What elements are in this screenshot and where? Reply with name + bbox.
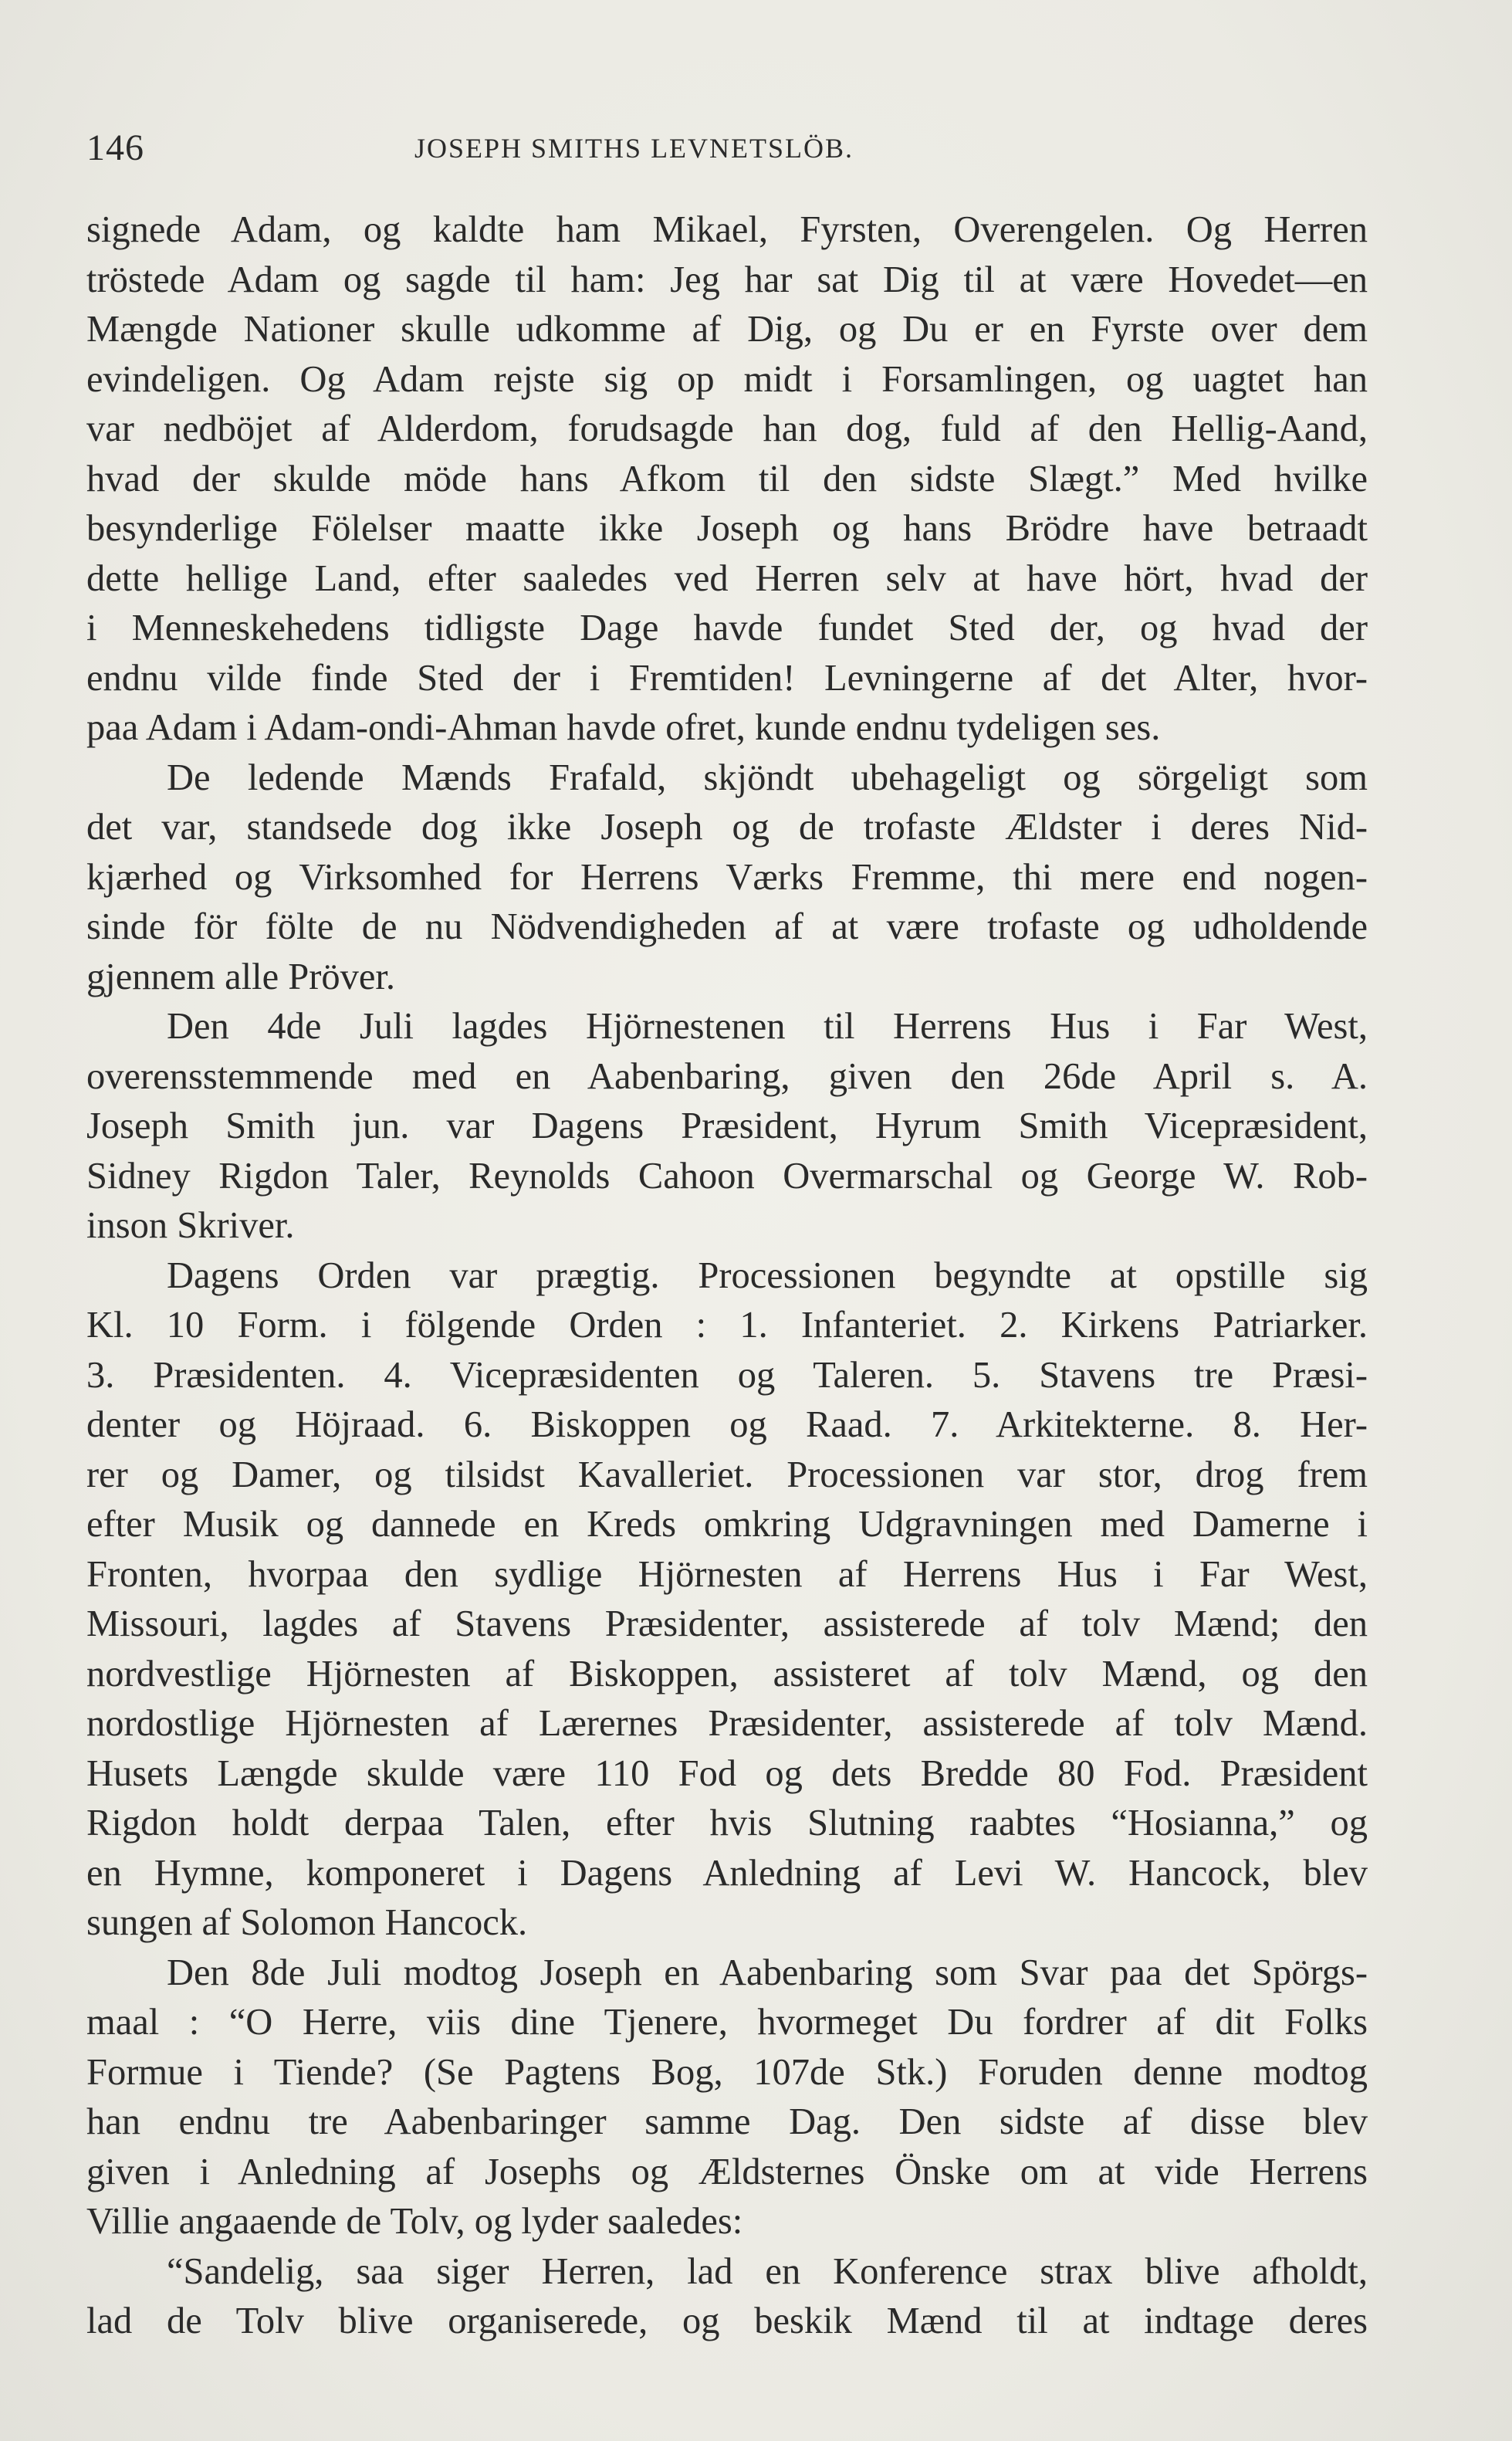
text-line: Missouri, lagdes af Stavens Præsidenter, assisterede af tolv Mænd; den — [86, 1603, 1368, 1644]
paragraph-first-line: Dagens Orden var prægtig. Processionen begyndte at opstille sig — [167, 1254, 1368, 1296]
running-head: JOSEPH SMITHS LEVNETSLÖB. — [414, 133, 854, 164]
text-line: det var, standsede dog ikke Joseph og de trofaste Ældster i deres Nid- — [86, 807, 1368, 848]
text-line: efter Musik og dannede en Kreds omkring Udgravningen med Damerne i — [86, 1504, 1368, 1545]
page-header — [86, 125, 1368, 171]
text-line: Sidney Rigdon Taler, Reynolds Cahoon Overmarschal og George W. Rob- — [86, 1155, 1368, 1197]
body-text — [86, 205, 1368, 2347]
text-line: maal : “O Herre, viis dine Tjenere, hvormeget Du fordrer af dit Folks — [86, 2002, 1368, 2043]
page-number: 146 — [86, 127, 144, 168]
paragraph-last-line: sungen af Solomon Hancock. — [86, 1902, 528, 1943]
paragraph-last-line: gjennem alle Pröver. — [86, 956, 396, 997]
paragraph-first-line: Den 8de Juli modtog Joseph en Aabenbaring som Svar paa det Spörgs- — [167, 1952, 1368, 1993]
paragraph-first-line: “Sandelig, saa siger Herren, lad en Konference strax blive afholdt, — [167, 2250, 1368, 2292]
paragraph-first-line: Den 4de Juli lagdes Hjörnestenen til Herrens Hus i Far West, — [167, 1006, 1368, 1047]
text-line: endnu vilde finde Sted der i Fremtiden! Levningerne af det Alter, hvor- — [86, 657, 1368, 699]
text-line: nordostlige Hjörnesten af Lærernes Præsidenter, assisterede af tolv Mænd. — [86, 1703, 1368, 1744]
text-line: signede Adam, og kaldte ham Mikael, Fyrsten, Overengelen. Og Herren — [86, 209, 1368, 250]
text-line: dette hellige Land, efter saaledes ved Herren selv at have hört, hvad der — [86, 557, 1368, 599]
text-line: Kl. 10 Form. i fölgende Orden : 1. Infanteriet. 2. Kirkens Patriarker. — [86, 1305, 1368, 1346]
text-line: Mængde Nationer skulle udkomme af Dig, og Du er en Fyrste over dem — [86, 309, 1368, 350]
text-line: var nedböjet af Alderdom, forudsagde han dog, fuld af den Hellig-Aand, — [86, 408, 1368, 449]
text-line: Husets Længde skulde være 110 Fod og dets Bredde 80 Fod. Præsident — [86, 1752, 1368, 1794]
text-line: given i Anledning af Josephs og Ældsternes Önske om at vide Herrens — [86, 2151, 1368, 2192]
text-line: nordvestlige Hjörnesten af Biskoppen, assisteret af tolv Mænd, og den — [86, 1653, 1368, 1694]
text-line: Rigdon holdt derpaa Talen, efter hvis Slutning raabtes “Hosianna,” og — [86, 1803, 1368, 1843]
text-line: besynderlige Fölelser maatte ikke Joseph og hans Brödre have betraadt — [86, 508, 1368, 549]
text-line: Fronten, hvorpaa den sydlige Hjörnesten af Herrens Hus i Far West, — [86, 1553, 1368, 1595]
text-line: i Menneskehedens tidligste Dage havde fundet Sted der, og hvad der — [86, 608, 1368, 648]
paragraph-last-line: inson Skriver. — [86, 1205, 295, 1246]
paragraph-last-line: Villie angaaende de Tolv, og lyder saaledes: — [86, 2201, 743, 2242]
text-line: denter og Höjraad. 6. Biskoppen og Raad. 7. Arkitekterne. 8. Her- — [86, 1404, 1368, 1445]
text-line: lad de Tolv blive organiserede, og beskik Mænd til at indtage deres — [86, 2300, 1368, 2341]
text-line: en Hymne, komponeret i Dagens Anledning af Levi W. Hancock, blev — [86, 1852, 1368, 1894]
text-line: overensstemmende med en Aabenbaring, given den 26de April s. A. — [86, 1055, 1368, 1097]
text-line: sinde för fölte de nu Nödvendigheden af at være trofaste og udholdende — [86, 906, 1368, 947]
text-line: rer og Damer, og tilsidst Kavalleriet. Processionen var stor, drog frem — [86, 1454, 1368, 1495]
paragraph-first-line: De ledende Mænds Frafald, skjöndt ubehageligt og sörgeligt som — [167, 757, 1368, 798]
text-line: Formue i Tiende? (Se Pagtens Bog, 107de Stk.) Foruden denne modtog — [86, 2051, 1368, 2093]
text-line: tröstede Adam og sagde til ham: Jeg har sat Dig til at være Hovedet—en — [86, 259, 1368, 300]
paragraph-last-line: paa Adam i Adam-ondi-Ahman havde ofret, kunde endnu tydeligen ses. — [86, 707, 1161, 748]
text-line: hvad der skulde möde hans Afkom til den sidste Slægt.” Med hvilke — [86, 458, 1368, 499]
text-line: kjærhed og Virksomhed for Herrens Værks Fremme, thi mere end nogen- — [86, 856, 1368, 898]
text-line: 3. Præsidenten. 4. Vicepræsidenten og Taleren. 5. Stavens tre Præsi- — [86, 1354, 1368, 1396]
text-line: han endnu tre Aabenbaringer samme Dag. Den sidste af disse blev — [86, 2101, 1368, 2142]
text-line: Joseph Smith jun. var Dagens Præsident, Hyrum Smith Vicepræsident, — [86, 1105, 1368, 1146]
text-line: evindeligen. Og Adam rejste sig op midt i Forsamlingen, og uagtet han — [86, 358, 1368, 400]
